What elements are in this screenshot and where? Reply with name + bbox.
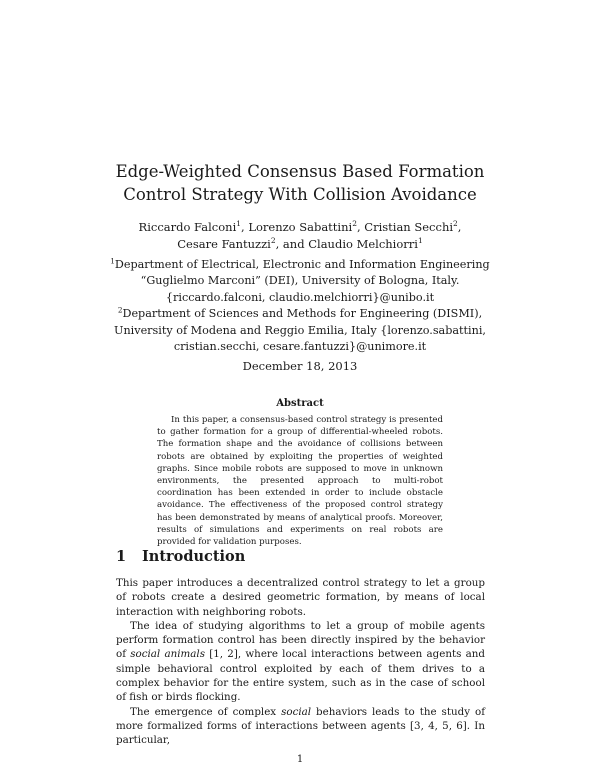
author-affil-mark: 2 [270, 236, 276, 246]
author-affil-mark: 1 [236, 219, 242, 229]
author-affil-mark: 2 [453, 219, 458, 229]
author-name: , and Claudio Melchiorri [275, 237, 418, 251]
author-affil-mark: 1 [417, 236, 423, 246]
author-name: , Cristian Secchi [356, 220, 454, 234]
section-heading [116, 548, 245, 565]
paper-title [100, 160, 500, 206]
paragraph: This paper introduces a decentralized control strategy to let a group of robots create a desired geometric formation, by means of local interaction with neighboring robots. [116, 577, 485, 618]
affil-line: University of Modena and Reggio Emilia, Italy {lorenzo.sabattini, [114, 323, 486, 337]
author-name: , Lorenzo Sabattini [241, 220, 353, 234]
emphasis: social [281, 705, 312, 718]
paragraph-text: [1, 2], where local interactions between agents and simple behavioral control exploited by each of them drives to a complex behavior for the entire system, such as in the case of school of fish or birds flocking. [116, 648, 485, 704]
title-line-2: Control Strategy With Collision Avoidance [123, 185, 477, 204]
affil-email: cristian.secchi, cesare.fantuzzi}@unimore.it [173, 340, 427, 354]
paragraph-text: The emergence of complex [130, 705, 282, 718]
abstract-text [157, 414, 443, 548]
author-name: , Cesare Fantuzzi [177, 220, 462, 251]
page-number: 1 [296, 754, 304, 765]
affil-email: {riccardo.falconi, claudio.melchiorri}@unibo.it [165, 290, 435, 304]
abstract-body: In this paper, a consensus-based control strategy is presented to gather formation for a group of differential-wheeled robots. The formation shape and the avoidance of collisions between robots are obtained by exploiting the properties of weighted graphs. Since mobile robots are supposed to move in unknown environments, the presented approach to multi-robot coordination has been extended in order to include obstacle avoidance. The effectiveness of the proposed control strategy has been demonstrated by means of analytical proofs. Moreover, results of simulations and experiments on real robots are provided for validation purposes. [157, 415, 443, 548]
paragraph-text: behaviors leads to the study of more formalized forms of interactions between agents [3, 4, 5, 6]. In particular, [116, 705, 485, 747]
paragraph [116, 619, 485, 705]
affil-line: Department of Electrical, Electronic and Information Engineering [114, 258, 490, 271]
affil-mark: 2 [117, 305, 123, 315]
section-number: 1 [116, 548, 127, 565]
affiliations [105, 257, 495, 355]
paragraph [116, 705, 485, 748]
affil-line: “Guglielmo Marconi” (DEI), University of Bologna, Italy. [140, 274, 460, 288]
title-line-1: Edge-Weighted Consensus Based Formation [115, 162, 485, 181]
affil-mark: 1 [110, 256, 115, 266]
paragraph-text: The idea of studying algorithms to let a group of mobile agents perform formation control has been directly inspired by the behavior of [116, 619, 485, 661]
abstract-heading: Abstract [276, 398, 324, 409]
author-affil-mark: 2 [352, 219, 357, 229]
author-list [125, 219, 475, 253]
section-title: Introduction [142, 548, 246, 565]
affil-line: Department of Sciences and Methods for Engineering (DISMI), [122, 307, 483, 321]
author-name: Riccardo Falconi [138, 220, 237, 234]
section-body [116, 576, 485, 748]
emphasis: social animals [130, 648, 205, 661]
paper-date: December 18, 2013 [242, 359, 358, 373]
